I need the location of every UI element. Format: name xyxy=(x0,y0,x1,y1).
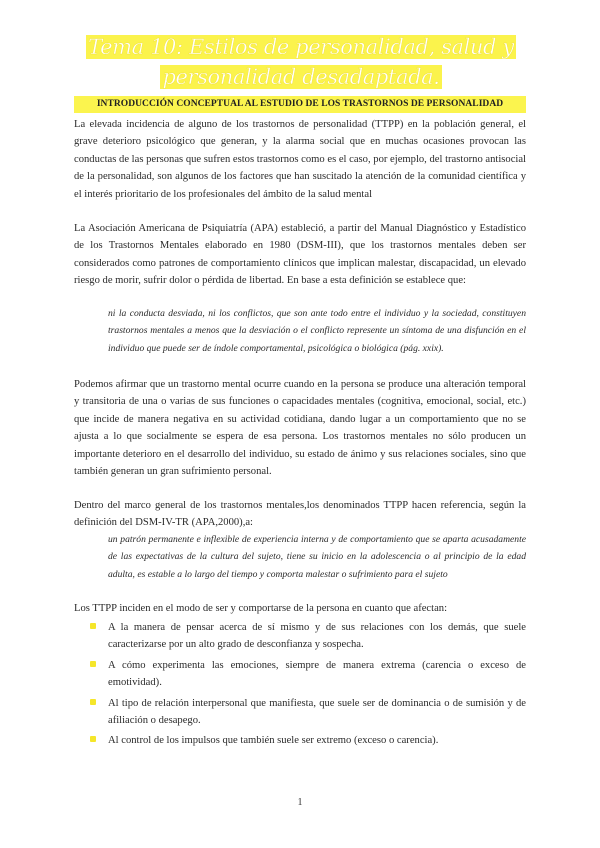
bullet-icon xyxy=(90,623,96,629)
list-item-text: Al control de los impulsos que también suele ser extremo (exceso o carencia). xyxy=(108,735,439,747)
title-text: Tema 10: Estilos de personalidad, salud y personalidad desadaptada. xyxy=(88,35,514,89)
paragraph-1: La elevada incidencia de alguno de los trastornos de personalidad (TTPP) en la población general, el grave deterioro psicológico que generan, y la alarma social que en muchas ocasiones provocan las conductas de las personas que sufren estos trastornos como es el caso, por ejemplo, del trastorno antisocial de la personalidad, son algunos de los factores que han suscitado la atención de la comunidad científica y el interés prioritario de los profesionales del ámbito de la salud mental xyxy=(74,119,526,200)
bullet-icon xyxy=(90,736,96,742)
list-item-text: A la manera de pensar acerca de sí mismo y de sus relaciones con los demás, que suele caracterizarse por un alto grado de desconfianza y sospecha. xyxy=(108,622,526,651)
paragraph-3: Podemos afirmar que un trastorno mental ocurre cuando en la persona se produce una alteración temporal y transitoria de una o varias de sus funciones o capacidades mentales (cognitiva, emocional, social, etc.) que incide de manera negativa en su actividad cotidiana, dando lugar a un comportamiento que no se ajusta a lo que socialmente se espera de esa persona. Los trastornos mentales no sólo producen un importante deterioro en el desarrollo del individuo, su estado de ánimo y sus relaciones sociales, sino que también generan un gran sufrimiento personal. xyxy=(74,379,526,478)
quote-1: ni la conducta desviada, ni los conflictos, que son ante todo entre el individuo y la sociedad, constituyen trastornos mentales a menos que la desviación o el conflicto represente un síntoma de una disfunción en el individuo que puede ser de índole comportamental, psicológica o biológica (pág. xxix). xyxy=(108,308,526,354)
list-item xyxy=(74,657,526,692)
list-item-text: Al tipo de relación interpersonal que manifiesta, que suele ser de dominancia o de sumisión y de afiliación o desapego. xyxy=(108,697,526,727)
paragraph-2: La Asociación Americana de Psiquiatría (APA) estableció, a partir del Manual Diagnóstico y Estadístico de los Trastornos Mentales elaborado en 1980 (DSM-III), que los trastornos mentales deben ser considerados como patrones de comportamiento clínicos que implican malestar, discapacidad, un elevado riesgo de morir, sufrir dolor o pérdida de libertad. En base a esta definición se establece que: xyxy=(74,223,526,287)
page-number: 1 xyxy=(297,797,303,808)
paragraph-5: Los TTPP inciden en el modo de ser y comportarse de la persona en cuanto que afectan: xyxy=(74,603,448,614)
section-heading: INTRODUCCIÓN CONCEPTUAL AL ESTUDIO DE LOS TRASTORNOS DE PERSONALIDAD xyxy=(74,96,526,113)
list-item xyxy=(74,695,526,730)
quote-2: un patrón permanente e inflexible de experiencia interna y de comportamiento que se aparta acusadamente de las expectativas de la cultura del sujeto, tiene su inicio en la adolescencia o al principio de la edad adulta, es estable a lo largo del tiempo y comporta malestar o sufrimiento para el sujeto xyxy=(108,534,526,580)
bullet-list xyxy=(74,619,526,753)
bullet-icon xyxy=(90,661,96,667)
list-item-text: A cómo experimenta las emociones, siempre de manera extrema (carencia o exceso de emotividad). xyxy=(108,659,526,689)
list-item xyxy=(74,732,526,749)
list-item xyxy=(74,619,526,654)
paragraph-4: Dentro del marco general de los trastornos mentales,los denominados TTPP hacen referencia, según la definición del DSM-IV-TR (APA,2000),a: xyxy=(74,500,526,529)
bullet-icon xyxy=(90,699,96,705)
document-title xyxy=(70,32,532,92)
